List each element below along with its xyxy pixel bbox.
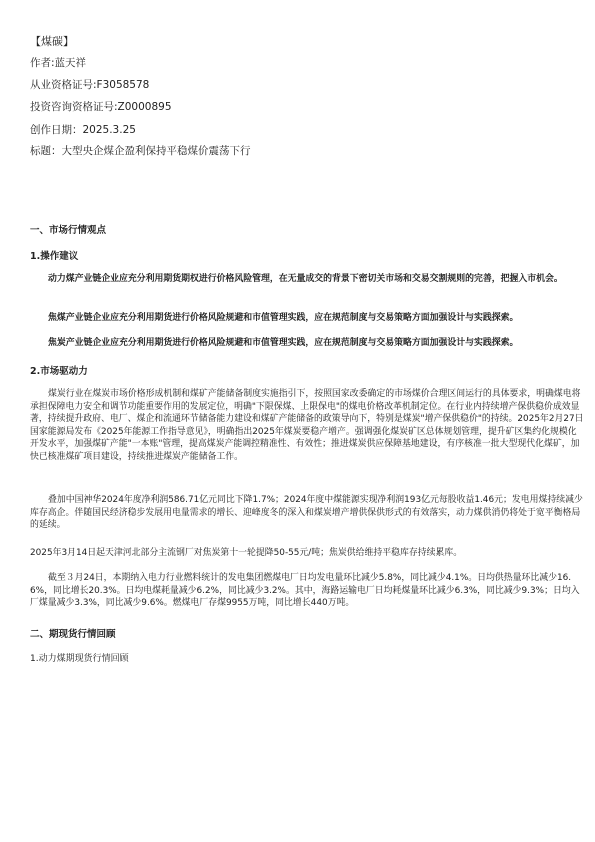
title-line: 标题：大型央企煤企盈利保持平稳煤价震荡下行 <box>30 145 251 157</box>
license-line: 从业资格证号:F3058578 <box>30 79 150 91</box>
paragraph-power-plant-stats: 截至３月24日，本期纳入电力行业燃料统计的发电集团燃煤电厂日均发电量环比减少5.8%，同比减少4.1%。日均供热量环比减少16.6%，同比增长20.3%。日均电煤耗量减少6.2%，同比减少3.2%。其中，海路运输电厂日均耗煤量环比减少6.3%，同比减少9.3%；日均入厂煤量减少3.3%，同比减少9.6%。燃煤电厂存煤9955万吨，同比增长440万吨。 <box>30 573 580 609</box>
paragraph-coke-price-cut: 2025年3月14日起天津河北部分主流钢厂对焦炭第十一轮提降50-55元/吨；焦炭供给维持平稳库存持续累库。 <box>30 548 463 558</box>
subsection-title-drivers: 2.市场驱动力 <box>30 366 88 377</box>
subsection-title-thermal-coal-review: 1.动力煤期现货行情回顾 <box>30 654 129 664</box>
date-line: 创作日期：2025.3.25 <box>30 124 136 136</box>
section-title-market-review: 二、期现货行情回顾 <box>30 629 116 640</box>
paragraph-thermal-coal-advice: 动力煤产业链企业应充分利用期货期权进行价格风险管理，在无量成交的背景下密切关市场和交易交割规则的完善，把握入市机会。 <box>48 274 563 284</box>
section-title-market-view: 一、市场行情观点 <box>30 225 107 236</box>
paragraph-industry-policy: 煤炭行业在煤炭市场价格形成机制和煤矿产能储备制度实施指引下，按照国家改委确定的市场煤价合理区间运行的具体要求，明确煤电将承担保障电力安全和调节功能重要作用的发展定位，明确"下限保煤、上限保电"的煤电价格改革机制定位。在行业内持续增产保供稳价成效显著，持续提升政府、电厂、煤企和流通环节储备能力建设和煤矿产能储备的政策导向下，特别是煤炭"增产保供稳价"的持续。2025年2月27日国家能源局发布《2025年能源工作指导意见》，明确指出2025年煤炭要稳产增产。强调强化煤炭矿区总体规划管理，提升矿区集约化规模化开发水平，加强煤矿产能"一本账"管理，提高煤炭产能调控精准性、有效性；推进煤炭供应保障基地建设，有序核准一批大型现代化煤矿，加快已核准煤矿项目建设，持续推进煤炭产能储备工作。 <box>30 389 584 462</box>
author-line: 作者:蓝天祥 <box>30 57 87 69</box>
subsection-title-operation: 1.操作建议 <box>30 251 79 262</box>
paragraph-coking-coal-advice: 焦煤产业链企业应充分利用期货进行价格风险规避和市值管理实践，应在规范制度与交易策略方面加强设计与实践探索。 <box>48 313 519 323</box>
paragraph-company-earnings: 叠加中国神华2024年度净利润586.71亿元同比下降1.7%；2024年度中煤能源实现净利润193亿元每股收益1.46元；发电用煤持续减少库存高企。伴随国民经济稳步发展用电量需求的增长、迎峰度冬的深入和煤炭增产增供保供形式的有效落实，动力煤供消仍将处于宽平衡格局的延续。 <box>30 495 583 531</box>
category-label: 【煤碳】 <box>30 35 74 48</box>
paragraph-coke-advice: 焦炭产业链企业应充分利用期货进行价格风险规避和市值管理实践，应在规范制度与交易策略方面加强设计与实践探索。 <box>48 338 519 348</box>
advisor-license-line: 投资咨询资格证号:Z0000895 <box>30 101 172 113</box>
